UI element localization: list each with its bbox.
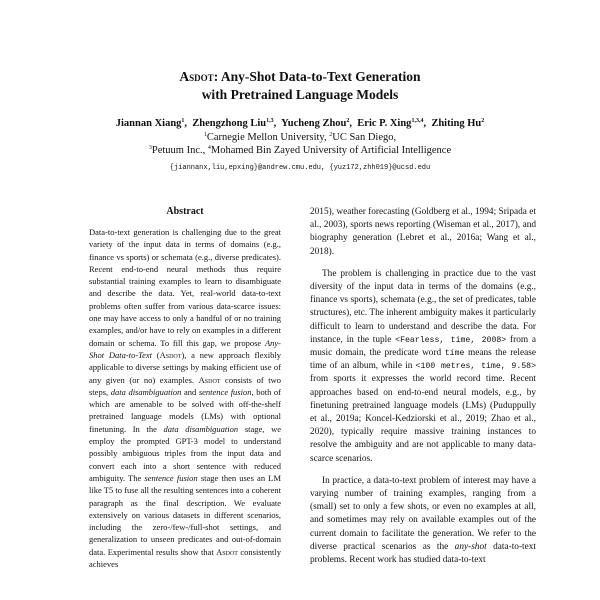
affiliation: Petuum Inc., — [151, 145, 208, 156]
author-name: Jiannan Xiang — [115, 118, 182, 129]
author-affiliation-mark: 1 — [181, 118, 185, 124]
title-line-1 — [0, 68, 600, 86]
author-emails: {jiannanx,liu,epxing}@andrew.cmu.edu, {yuz172,zhh019}@ucsd.edu — [169, 164, 431, 172]
author-name: Zhiting Hu — [431, 118, 482, 129]
author-names: Jiannan Xiang$^1$, Zhengzhong Liu$^{1,3}$, Yucheng Zhou$^2$, Eric P. Xing$^{1,3,4}$, Zhiting Hu$^2$ — [115, 118, 485, 129]
author-name: Zhengzhong Liu — [192, 118, 267, 129]
affiliations-line-2: $^3$Petuum Inc., $^4$Mohamed Bin Zayed University of Artificial Intelligence — [148, 145, 452, 156]
affiliation: Mohamed Bin Zayed University of Artificial Intelligence — [210, 145, 452, 156]
affiliation: Carnegie Mellon University, — [206, 131, 330, 143]
intro-paragraph-1: 2015), weather forecasting (Goldberg et al., 1994; Sripada et al., 2003), sports news reporting (Wiseman et al., 2017), and biography generation (Lebret et al., 2016a; Wang et al., 2018). — [310, 207, 536, 257]
author-affiliation-mark: 1,3,4 — [411, 118, 424, 124]
abstract-heading: Abstract — [166, 206, 204, 217]
title-system-name: Asdot — [179, 69, 214, 84]
author-affiliation-mark: 2 — [346, 118, 350, 124]
author-block — [0, 117, 600, 158]
author-name: Eric P. Xing — [357, 118, 412, 129]
intro-paragraph-3: In practice, a data-to-text problem of interest may have a varying number of training examples, ranging from a (small) set to only a few shots, or even no examples at all, and sometimes may rely on available examples out of the current domain to facilitate the generation. We refer to the diverse practical scenarios as the any-shot data-to-text problems. Recent work has studied data-to-text — [310, 475, 536, 566]
title-line-1-rest: : Any-Shot Data-to-Text Generation — [213, 69, 421, 84]
author-name: Yucheng Zhou — [281, 118, 347, 129]
affiliation: UC San Diego, — [332, 131, 397, 143]
intro-column — [310, 206, 536, 600]
abstract-body: Data-to-text generation is challenging due to the great variety of the input data in terms of domains (e.g., finance vs sports) or schemata (e.g., diverse predicates). Recent end-to-end neural methods thus require substantial training examples to learn to disambiguate and describe the data. Yet, real-world data-to-text problems often suffer from various data-scarce issues: one may have access to only a handful of or no training examples, and/or have to rely on examples in a different domain or schema. To fill this gap, we propose Any-Shot Data-to-Text (Asdot), a new approach flexibly applicable to diverse settings by making efficient use of any given (or no) examples. Asdot consists of two steps, data disambiguation and sentence fusion, both of which are amenable to be solved with off-the-shelf pretrained language models (LMs) with optional finetuning. In the data disambiguation stage, we employ the prompted GPT-3 model to understand possibly ambiguous triples from the input data and convert each into a short sentence with reduced ambiguity. The sentence fusion stage then uses an LM like T5 to fuse all the resulting sentences into a coherent paragraph as the final description. We evaluate extensively on various datasets in different scenarios, including the zero-/few-/full-shot settings, and generalization to unseen predicates and out-of-domain data. Experimental results show that Asdot consistently achieves — [89, 227, 281, 570]
title-line-2: with Pretrained Language Models — [201, 87, 399, 102]
author-affiliation-mark: 1,3 — [266, 118, 274, 124]
affiliations-line-1: $^1$Carnegie Mellon University, $^2$UC San Diego, — [203, 131, 397, 143]
author-affiliation-mark: 2 — [481, 118, 485, 124]
paper-title — [0, 68, 600, 104]
intro-paragraph-2: The problem is challenging in practice due to the vast diversity of the input data in terms of the domains (e.g., finance vs sports), schemata (e.g., the set of predicates, table structures), etc. The inherent ambiguity makes it particularly difficult to learn to understand and describe the data. For instance, in the tuple <Fearless, time, 2008> from a music domain, the predicate word time means the release time of an album, while in <100 metres, time, 9.58> from sports it expresses the world record time. Recent approaches based on end-to-end neural models, e.g., by finetuning pretrained language models (LMs) (Puduppully et al., 2019a; Koncel-Kedziorski et al., 2019; Zhao et al., 2020), typically require massive training instances to resolve the ambiguity and are not applicable to many data-scarce scenarios. — [310, 268, 536, 464]
